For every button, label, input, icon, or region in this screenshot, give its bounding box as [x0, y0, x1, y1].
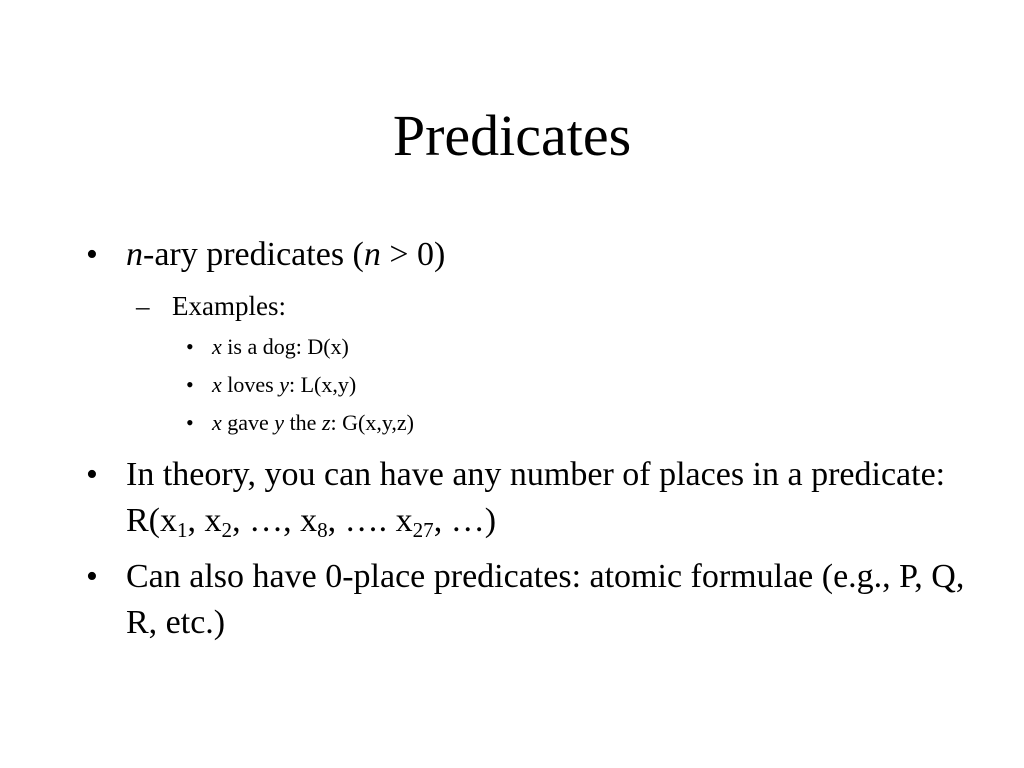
- text: : L(x,y): [288, 372, 357, 397]
- var-x: x: [212, 334, 222, 359]
- subscript: 1: [177, 517, 188, 542]
- bullet-dot-icon: •: [186, 334, 194, 359]
- bullet-n-ary-predicates: [86, 232, 966, 278]
- bullet-dot-icon: •: [86, 236, 98, 273]
- examples-label: Examples:: [172, 291, 286, 321]
- var-n: n: [126, 236, 143, 273]
- var-y: y: [279, 372, 289, 397]
- bullet-dot-icon: •: [186, 372, 194, 397]
- subscript: 2: [221, 517, 233, 542]
- var-x: x: [212, 410, 222, 435]
- bullet-zero-place-predicates: [86, 554, 966, 646]
- var-z: z: [321, 410, 331, 435]
- text: -ary predicates (: [143, 236, 364, 273]
- text: , x: [187, 502, 222, 539]
- example-loves: [186, 370, 966, 400]
- text: is a dog: D(x): [221, 334, 349, 359]
- bullet-dot-icon: •: [86, 456, 98, 493]
- slide-title: Predicates: [392, 103, 632, 168]
- text: , …, x: [232, 502, 318, 539]
- var-n: n: [363, 236, 381, 273]
- var-x: x: [212, 372, 222, 397]
- text: Can also have 0-place predicates: atomic formulae (e.g., P, Q, R, etc.): [126, 558, 965, 641]
- subscript: 8: [317, 517, 328, 542]
- bullet-dot-icon: •: [186, 410, 194, 435]
- example-dog: [186, 332, 966, 362]
- sub-bullet-examples: [136, 288, 966, 324]
- text: , …. x: [327, 502, 413, 539]
- bullet-dot-icon: •: [86, 558, 98, 595]
- text: the: [284, 410, 322, 435]
- text: gave: [221, 410, 275, 435]
- text: > 0): [380, 236, 446, 273]
- bullet-any-number-of-places: [86, 452, 966, 544]
- subscript: 27: [412, 517, 434, 542]
- slide-content: [86, 232, 966, 656]
- example-gave: [186, 408, 966, 438]
- text: , …): [433, 502, 497, 539]
- text: In theory, you can have any number of places in a predicate: R(x: [126, 456, 946, 539]
- text: loves: [221, 372, 280, 397]
- var-y: y: [274, 410, 285, 435]
- dash-bullet-icon: –: [136, 291, 150, 321]
- text: : G(x,y,z): [330, 410, 415, 435]
